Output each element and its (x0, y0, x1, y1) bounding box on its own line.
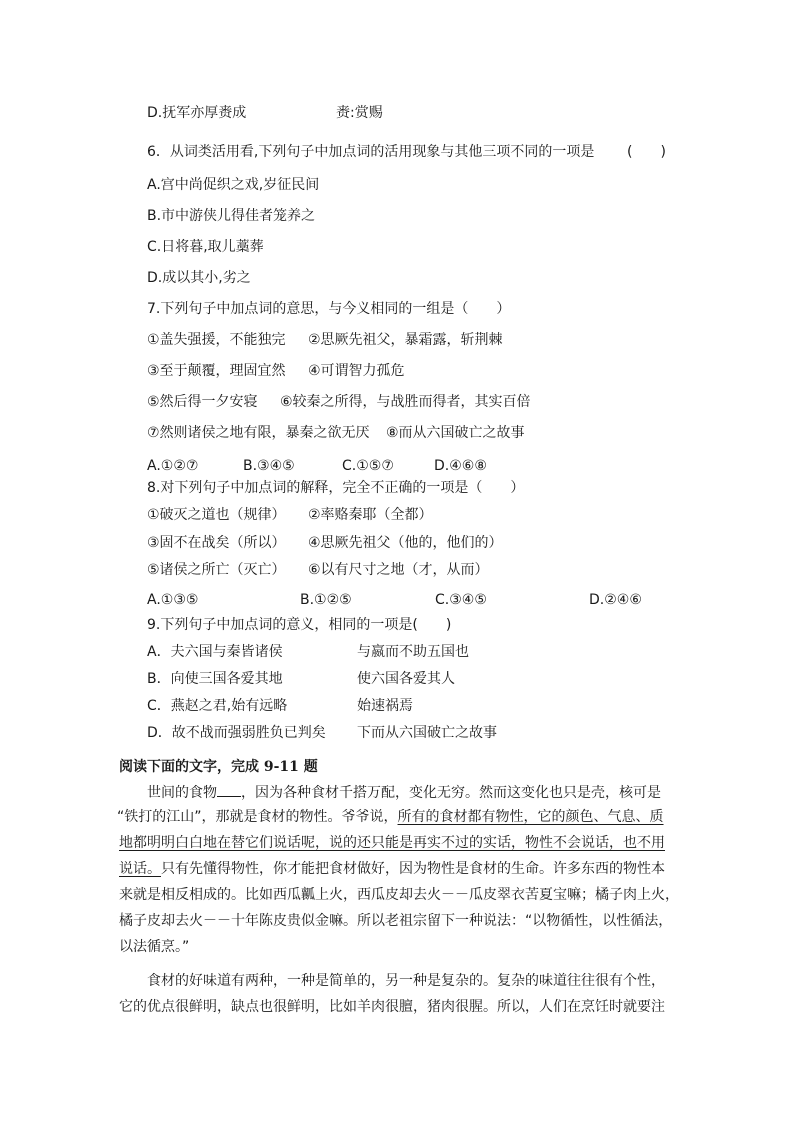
q6-stem: 6．从词类活用看,下列句子中加点词的活用现象与其他三项不同的一项是 (147, 144, 595, 160)
q9-option-b-compare: 使六国各爱其人 (357, 671, 455, 687)
passage-line-3: 地都明明白白地在替它们说话呢，说的还只能是再实不过的实话，物性不会说话，也不用 (119, 835, 665, 851)
q7-stem: 7.下列句子中加点词的意思，与今义相同的一组是（ ） (147, 301, 511, 317)
q7-choice-a: A.①②⑦ (147, 458, 199, 474)
q7-item-3: ③至于颠覆，理固宜然 (147, 363, 286, 379)
passage-line-1: 世间的食物 ，因为各种食材千搭万配，变化无穷。然而这变化也只是壳，核可是 (147, 782, 661, 802)
q5-option-d-gloss: 赉:赏赐 (336, 105, 383, 121)
passage-line-2: “铁打的江山”，那就是食材的物性。爷爷说，所有的食材都有物性，它的颜色、气息、质 (117, 809, 664, 825)
q7-choice-c: C.①⑤⑦ (342, 458, 394, 474)
q9-stem: 9.下列句子中加点词的意义，相同的一项是( ) (147, 617, 452, 633)
underlined-sentence: 所有的食材都有物性，它的颜色、气息、质 (397, 809, 664, 825)
q6-option-b: B.市中游侠儿得佳者笼养之 (147, 208, 316, 224)
q6-option-a: A.宫中尚促织之戏,岁征民间 (147, 177, 320, 193)
q8-item-4: ④思厥先祖父（他的，他们的） (308, 535, 503, 551)
q9-option-c: C．燕赵之君,始有远略 (147, 698, 288, 714)
q9-option-d-compare: 下而从六国破亡之故事 (357, 725, 497, 741)
q7-choice-b: B.③④⑤ (243, 458, 295, 474)
q7-item-5: ⑤然后得一夕安寝 (147, 394, 258, 410)
q7-item-1: ①盖失强援，不能独完 (147, 332, 286, 348)
q8-item-5: ⑤诸侯之所亡（灭亡） (147, 562, 286, 578)
q9-option-b: B．向使三国各爱其地 (147, 671, 283, 687)
q7-item-6: ⑥较秦之所得，与战胜而得者，其实百倍 (280, 394, 531, 410)
q8-choice-a: A.①③⑤ (147, 592, 199, 608)
q7-choice-d: D.④⑥⑧ (434, 458, 487, 474)
passage-line-6: 橘子皮却去火－－十年陈皮贵似金嘛。所以老祖宗留下一种说法：“以物循性，以性循法， (119, 913, 673, 929)
passage-line-4: 说话。只有先懂得物性，你才能把食材做好，因为物性是食材的生命。许多东西的物性本 (119, 861, 665, 877)
q8-item-1: ①破灭之道也（规律） (147, 507, 286, 523)
q9-option-a-compare: 与嬴而不助五国也 (357, 644, 469, 660)
q9-option-a: A．夫六国与秦皆诸侯 (147, 644, 283, 660)
q7-item-2: ②思厥先祖父，暴霜露，斩荆棘 (308, 332, 503, 348)
q6-option-c: C.日将暮,取儿藁葬 (147, 239, 264, 255)
passage-p2-line-1: 食材的好味道有两种，一种是简单的，另一种是复杂的。复杂的味道往往很有个性， (147, 973, 665, 989)
passage-line-5: 来就是相反相成的。比如西瓜瓤上火，西瓜皮却去火－－瓜皮翠衣苦夏宝嘛；橘子肉上火， (119, 887, 679, 903)
q8-choice-b: B.①②⑤ (300, 592, 352, 608)
passage-p2-line-2: 它的优点很鲜明，缺点也很鲜明，比如羊肉很膻，猪肉很腥。所以，人们在烹饪时就要注 (119, 999, 665, 1015)
q5-option-d: D.抚军亦厚赉成 (147, 105, 247, 121)
q6-option-d: D.成以其小,劣之 (147, 270, 251, 286)
q8-item-3: ③固不在战矣（所以） (147, 535, 286, 551)
fill-in-blank (217, 782, 241, 797)
q9-option-d: D．故不战而强弱胜负已判矣 (147, 725, 326, 741)
q6-answer-bracket: ( ) (627, 144, 666, 160)
q7-item-4: ④可谓智力孤危 (308, 363, 405, 379)
q7-item-7: ⑦然则诸侯之地有限，暴秦之欲无厌 (147, 425, 370, 441)
q7-item-8: ⑧而从六国破亡之故事 (386, 425, 525, 441)
q8-choice-c: C.③④⑤ (435, 592, 487, 608)
q9-option-c-compare: 始速祸焉 (357, 698, 413, 714)
q8-choice-d: D.②④⑥ (589, 592, 642, 608)
passage-line-7: 以法循烹。” (119, 939, 190, 955)
q8-item-2: ②率赂秦耶（全都） (308, 507, 433, 523)
q8-item-6: ⑥以有尺寸之地（才，从而） (308, 562, 489, 578)
q8-stem: 8.对下列句子中加点词的解释，完全不正确的一项是（ ） (147, 480, 525, 496)
reading-heading: 阅读下面的文字，完成 9-11 题 (119, 759, 318, 775)
